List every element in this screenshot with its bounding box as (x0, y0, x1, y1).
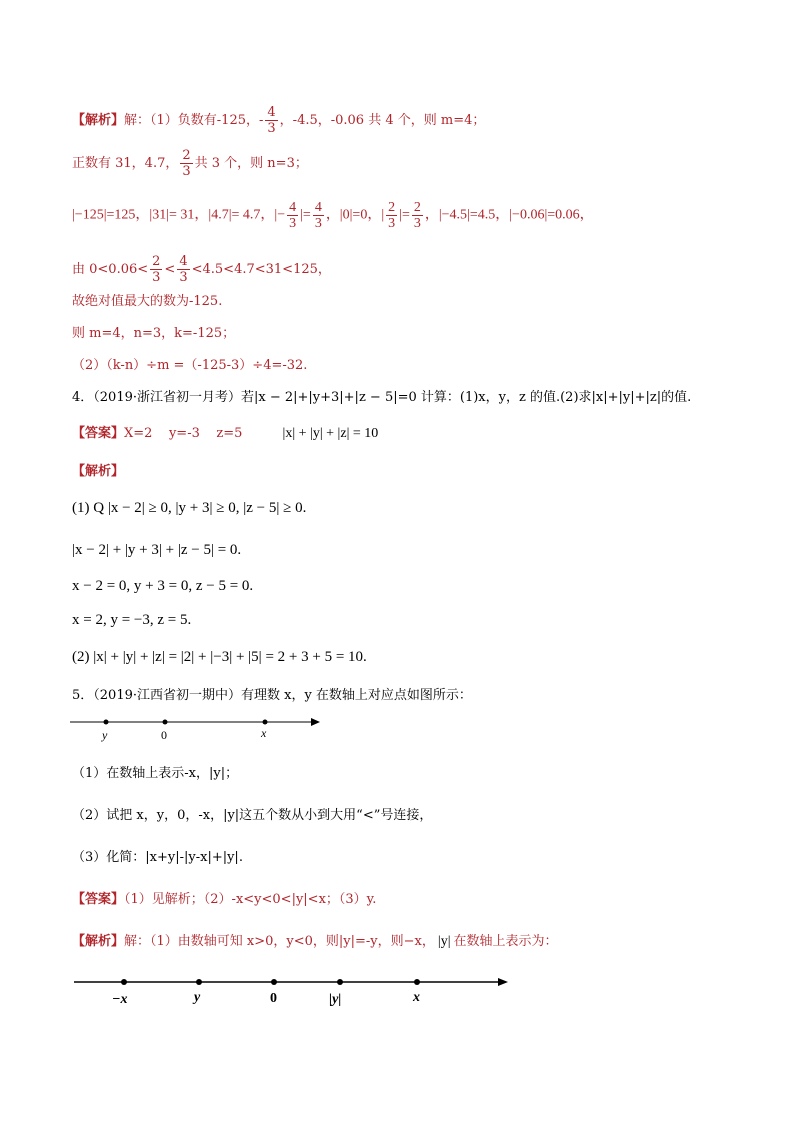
fraction-4-3 (287, 200, 298, 231)
text: 共 3 个，则 n=3； (194, 156, 308, 171)
sol3-line2 (72, 148, 308, 179)
fraction-2-3 (150, 254, 162, 285)
numerator: 4 (179, 254, 188, 269)
text: < (164, 262, 176, 277)
point-0 (271, 979, 277, 985)
sol3-line1 (72, 105, 485, 136)
denominator: 3 (314, 216, 322, 231)
text: |−125|=125，|31|= 31，|4.7|= 4.7， (72, 207, 275, 223)
text: 在数轴上表示为： (453, 934, 558, 949)
q4-step1: (1) Q |x − 2| ≥ 0, |y + 3| ≥ 0, |z − 5| ≥ 0. (72, 500, 307, 516)
text: | (381, 207, 385, 223)
q5-sub2: （2）试把 x，y，0，-x，|y|这五个数从小到大用“<”号连接， (72, 808, 433, 823)
q4-step5: (2) |x| + |y| + |z| = |2| + |−3| + |5| = 2 + 3 + 5 = 10. (72, 649, 367, 665)
label-y: y (194, 990, 201, 1005)
text: |− (274, 207, 286, 223)
analysis-tag: 【解析】 (72, 113, 125, 128)
q4-step2: |x − 2| + |y + 3| + |z − 5| = 0. (72, 542, 242, 558)
denominator: 3 (182, 164, 191, 179)
fraction-2-3 (412, 200, 423, 231)
text: 正数有 31，4.7， (72, 156, 179, 171)
denominator: 3 (413, 216, 421, 231)
analysis-tag: 【解析】 (72, 934, 125, 949)
numerator: 2 (388, 200, 396, 215)
answer-math: |x| + |y| + |z| = 10 (282, 426, 379, 441)
point-y (196, 979, 202, 985)
text: ，|0|=0， (325, 207, 382, 223)
analysis-tag: 【解析】 (72, 464, 125, 479)
fraction-4-3 (177, 254, 189, 285)
fraction-2-3 (386, 200, 397, 231)
q5-sub3: （3）化简：|x+y|-|y-x|+|y|. (72, 850, 243, 865)
label-0: 0 (270, 991, 277, 1006)
label-0: 0 (161, 728, 167, 742)
q4-question: 4．（2019·浙江省初一月考）若|x − 2|+|y+3|+|z − 5|=0 计算：(1)x，y，z 的值.(2)求|x|+|y|+|z|的值. (72, 390, 692, 405)
sol3-line4 (72, 254, 331, 285)
q4-answer (72, 424, 378, 444)
fraction-4-3 (313, 200, 324, 231)
axis-arrow (311, 718, 320, 726)
q4-step3: x − 2 = 0, y + 3 = 0, z − 5 = 0. (72, 578, 254, 594)
abs-y-math: |y| (437, 934, 451, 949)
number-line-1 (70, 708, 326, 744)
text: ，|−4.5|=4.5，|−0.06|=0.06， (424, 207, 594, 223)
label-y: y (102, 728, 108, 742)
point-x (414, 979, 420, 985)
text: |= (399, 207, 410, 223)
text: 解：（1）负数有-125，- (124, 113, 264, 128)
answer-tag: 【答案】 (72, 892, 125, 907)
q5-analysis (72, 932, 558, 952)
denominator: 3 (388, 216, 396, 231)
answer-text: （1）见解析；（2）-x<y<0<|y|<x；（3）y. (124, 892, 377, 907)
numerator: 4 (289, 200, 297, 215)
sol3-line6: 则 m=4，n=3，k=-125； (72, 326, 236, 341)
point-y (104, 720, 109, 725)
answer-tag: 【答案】 (72, 426, 125, 441)
point-abs-y (337, 979, 343, 985)
denominator: 3 (289, 216, 297, 231)
sol3-line3-abs-values (72, 200, 594, 231)
numerator: 4 (267, 105, 276, 120)
label-x: x (413, 990, 420, 1005)
fraction-4-3 (265, 105, 277, 136)
q5-sub1: （1）在数轴上表示-x，|y|； (72, 766, 239, 781)
text: ，-4.5，-0.06 共 4 个，则 m=4； (279, 113, 486, 128)
denominator: 3 (152, 270, 161, 285)
point-0 (163, 720, 168, 725)
numerator: 2 (413, 200, 421, 215)
denominator: 3 (179, 270, 188, 285)
text: |= (300, 207, 311, 223)
numerator: 2 (182, 148, 191, 163)
label-x: x (261, 726, 267, 740)
number-line-2 (74, 972, 514, 1012)
label-abs-y: |y| (329, 992, 342, 1007)
label-neg-x: −x (112, 992, 128, 1007)
point-neg-x (121, 979, 127, 985)
text: <4.5<4.7<31<125， (191, 262, 331, 277)
answer-text: X=2 y=-3 z=5 (124, 426, 243, 441)
fraction-2-3 (180, 148, 192, 179)
q5-question: 5．（2019·江西省初一期中）有理数 x，y 在数轴上对应点如图所示： (72, 688, 472, 703)
q4-step4: x = 2, y = −3, z = 5. (72, 612, 192, 628)
sol3-line5: 故绝对值最大的数为-125. (72, 294, 223, 309)
q4-analysis-tag-line (72, 462, 124, 482)
text: 解：（1）由数轴可知 x>0，y<0，则|y|=-y，则−x， (124, 934, 435, 949)
text: 由 0<0.06< (72, 262, 149, 277)
sol3-line7: （2）（k-n）÷m =（-125-3）÷4=-32. (72, 358, 308, 373)
q5-answer (72, 890, 376, 910)
numerator: 2 (152, 254, 161, 269)
axis-arrow (498, 978, 508, 986)
point-x (263, 720, 268, 725)
numerator: 4 (314, 200, 322, 215)
denominator: 3 (267, 121, 276, 136)
